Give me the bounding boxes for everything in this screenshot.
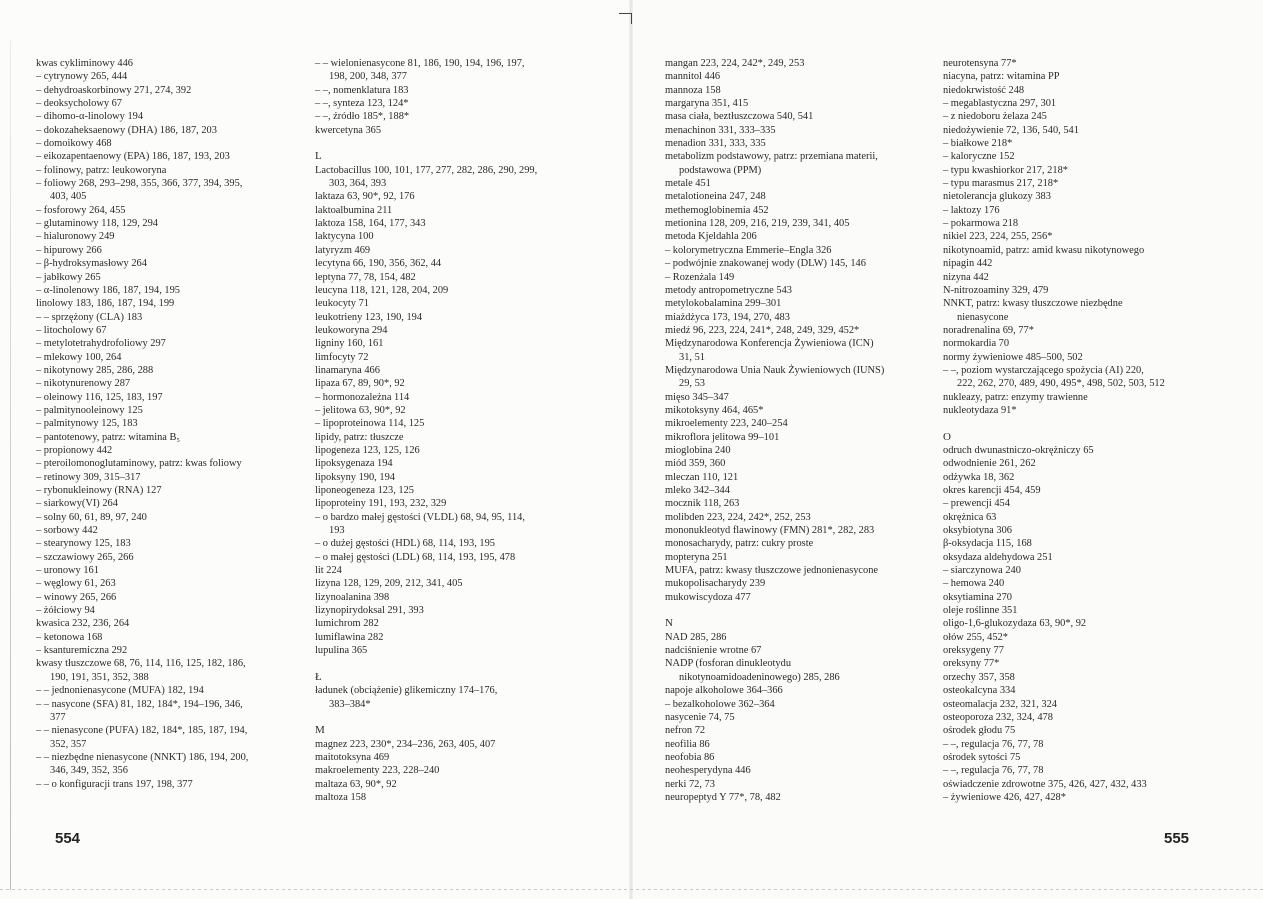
index-entry: – –, regulacja 76, 77, 78 (943, 738, 1044, 750)
index-entry: linamaryna 466 (315, 364, 380, 376)
index-entry: mukowiscydoza 477 (665, 591, 751, 603)
index-letter-heading: Ł (315, 670, 322, 683)
index-entry: – dehydroaskorbinowy 271, 274, 392 (36, 84, 192, 96)
index-entry: – jabłkowy 265 (36, 271, 101, 283)
index-entry: linolowy 183, 186, 187, 194, 199 (36, 298, 175, 310)
index-entry: metylokobalamina 299–301 (665, 298, 782, 310)
index-entry: neofobia 86 (665, 751, 715, 763)
index-entry: – podwójnie znakowanej wody (DLW) 145, 146 (665, 258, 866, 270)
index-entry: latyryzm 469 (315, 244, 371, 256)
index-entry: ładunek (obciążenie) glikemiczny 174–176, (315, 685, 498, 697)
index-entry: – – jednonienasycone (MUFA) 182, 194 (36, 685, 204, 697)
index-entry: – węglowy 61, 263 (36, 578, 116, 590)
index-entry: – – sprzężony (CLA) 183 (36, 311, 143, 323)
index-entry: – domoikowy 468 (36, 138, 112, 150)
index-entry: – palmitynowy 125, 183 (36, 418, 138, 430)
index-entry: mleczan 110, 121 (665, 471, 739, 483)
index-entry: – – niezbędne nienasycone (NNKT) 186, 194, 200, (36, 751, 249, 763)
index-entry: – z niedoboru żelaza 245 (943, 111, 1047, 123)
index-entry: miód 359, 360 (665, 458, 726, 470)
index-spacer (315, 711, 605, 724)
index-entry: – uronowy 161 (36, 565, 99, 577)
index-entry: neofilia 86 (665, 738, 710, 750)
index-entry: nadciśnienie wrotne 67 (665, 645, 762, 657)
index-entry: – siarkowy(VI) 264 (36, 498, 118, 510)
index-entry: NNKT, patrz: kwasy tłuszczowe niezbędne (943, 298, 1123, 310)
index-entry: niedokrwistość 248 (943, 84, 1025, 96)
index-entry: Międzynarodowa Konferencja Żywieniowa (ICN) (665, 338, 874, 350)
index-entry: – o dużej gęstości (HDL) 68, 114, 193, 195 (315, 538, 495, 550)
index-entry: – folinowy, patrz: leukoworyna (36, 164, 167, 176)
index-entry: – – o konfiguracji trans 197, 198, 377 (36, 778, 193, 790)
index-entry: lupulina 365 (315, 645, 368, 657)
index-entry: odwodnienie 261, 262 (943, 458, 1036, 470)
index-entry: mleko 342–344 (665, 485, 730, 496)
index-entry: mioglobina 240 (665, 444, 731, 456)
index-entry-continuation: 29, 53 (679, 378, 705, 390)
index-entry-continuation: nikotynoamidoadeninowego) 285, 286 (679, 671, 840, 683)
index-spacer (315, 137, 605, 150)
index-entry: menachinon 331, 333–335 (665, 124, 776, 136)
index-entry: odruch dwunastniczo-okrężniczy 65 (943, 444, 1094, 456)
index-entry: mopteryna 251 (665, 551, 728, 563)
index-entry: mangan 223, 224, 242*, 249, 253 (665, 58, 805, 69)
index-entry: metalotioneina 247, 248 (665, 191, 766, 203)
index-entry: – oleinowy 116, 125, 183, 197 (36, 391, 163, 403)
index-entry: Lactobacillus 100, 101, 177, 277, 282, 286, 290, 299, (315, 164, 538, 176)
index-entry: miedź 96, 223, 224, 241*, 248, 249, 329, 452* (665, 324, 860, 336)
index-entry: – kaloryczne 152 (943, 151, 1015, 163)
index-entry: – lipoproteinowa 114, 125 (315, 418, 425, 430)
index-entry: lipidy, patrz: tłuszcze (315, 431, 404, 443)
index-entry: laktoalbumina 211 (315, 204, 393, 216)
index-entry: napoje alkoholowe 364–366 (665, 685, 783, 697)
index-entry: kwas cykliminowy 446 (36, 58, 133, 69)
index-entry-continuation: 190, 191, 351, 352, 388 (50, 671, 149, 683)
index-entry: nizyna 442 (943, 271, 989, 283)
index-entry: laktaza 63, 90*, 92, 176 (315, 191, 415, 203)
index-entry: – –, synteza 123, 124* (315, 98, 409, 110)
index-entry: laktycyna 100 (315, 231, 374, 243)
index-entry: – typu marasmus 217, 218* (943, 178, 1059, 190)
index-entry: mięso 345–347 (665, 391, 729, 403)
index-column-4 (943, 57, 1233, 804)
index-entry: liponeogeneza 123, 125 (315, 485, 414, 496)
index-entry-continuation: nienasycone (957, 311, 1009, 323)
index-entry: maltaza 63, 90*, 92 (315, 778, 397, 790)
index-entry: – retinowy 309, 315–317 (36, 471, 141, 483)
index-entry: mannitol 446 (665, 71, 721, 83)
index-entry: kwercetyna 365 (315, 124, 382, 136)
index-entry: lit 224 (315, 565, 342, 577)
index-entry: – nikotynowy 285, 286, 288 (36, 364, 154, 376)
index-entry: neurotensyna 77* (943, 58, 1017, 69)
index-entry: okrężnica 63 (943, 511, 997, 523)
index-entry: – hialuronowy 249 (36, 231, 115, 243)
index-letter-heading: N (665, 617, 673, 630)
index-entry: – α-linolenowy 186, 187, 194, 195 (36, 284, 180, 296)
index-entry: – winowy 265, 266 (36, 591, 117, 603)
index-entry: orzechy 357, 358 (943, 671, 1015, 683)
index-entry: maltoza 158 (315, 791, 367, 803)
index-entry: lumichrom 282 (315, 618, 379, 630)
index-entry: metabolizm podstawowy, patrz: przemiana materii, (665, 151, 878, 163)
index-entry: magnez 223, 230*, 234–236, 263, 405, 407 (315, 738, 496, 750)
index-entry: nikotynoamid, patrz: amid kwasu nikotynowego (943, 244, 1145, 256)
index-entry: mikroelementy 223, 240–254 (665, 418, 788, 430)
index-entry: – nikotynurenowy 287 (36, 378, 131, 390)
index-entry: – dihomo-α-linolowy 194 (36, 111, 144, 123)
scan-bottom-edge (0, 889, 1263, 890)
index-entry: lizyna 128, 129, 209, 212, 341, 405 (315, 578, 463, 590)
index-entry: – typu kwashiorkor 217, 218* (943, 164, 1068, 176)
index-entry: – o małej gęstości (LDL) 68, 114, 193, 195, 478 (315, 551, 516, 563)
index-entry: leukoworyna 294 (315, 324, 388, 336)
index-entry: oligo-1,6-glukozydaza 63, 90*, 92 (943, 618, 1087, 630)
index-entry: – ketonowa 168 (36, 631, 103, 643)
index-entry: – –, źródło 185*, 188* (315, 111, 410, 123)
index-spacer (665, 604, 955, 617)
index-entry: maitotoksyna 469 (315, 751, 390, 763)
index-entry: ośrodek głodu 75 (943, 725, 1016, 737)
index-entry: mikotoksyny 464, 465* (665, 404, 764, 416)
index-entry: makroelementy 223, 228–240 (315, 765, 440, 777)
index-entry: – hormonozależna 114 (315, 391, 410, 403)
index-entry: – stearynowy 125, 183 (36, 538, 131, 550)
index-entry-continuation: 346, 349, 352, 356 (50, 765, 128, 777)
index-entry: – – nienasycone (PUFA) 182, 184*, 185, 187, 194, (36, 725, 248, 737)
index-entry: oksytiamina 270 (943, 591, 1012, 603)
index-entry: oreksygeny 77 (943, 645, 1004, 657)
index-entry: – β-hydroksymasłowy 264 (36, 258, 147, 270)
index-entry: – hipurowy 266 (36, 244, 102, 256)
index-entry: – – wielonienasycone 81, 186, 190, 194, 196, 197, (315, 58, 525, 69)
index-entry: – prewencji 454 (943, 498, 1010, 510)
index-entry: – białkowe 218* (943, 138, 1013, 150)
index-entry: metionina 128, 209, 216, 219, 239, 341, 405 (665, 218, 850, 230)
index-entry: NADP (fosforan dinukleotydu (665, 658, 792, 670)
index-entry: lecytyna 66, 190, 356, 362, 44 (315, 258, 442, 270)
index-entry: laktoza 158, 164, 177, 343 (315, 218, 426, 230)
index-entry: – foliowy 268, 293–298, 355, 366, 377, 394, 395, (36, 178, 243, 190)
index-entry: nerki 72, 73 (665, 778, 715, 790)
index-entry: oksybiotyna 306 (943, 525, 1012, 537)
index-spacer (315, 657, 605, 670)
index-entry: leptyna 77, 78, 154, 482 (315, 271, 416, 283)
index-entry: osteokalcyna 334 (943, 685, 1016, 697)
index-entry: normokardia 70 (943, 338, 1010, 350)
index-column-1 (36, 57, 326, 791)
index-entry: – siarczynowa 240 (943, 565, 1021, 577)
index-entry: menadion 331, 333, 335 (665, 138, 766, 150)
index-entry: nipagin 442 (943, 258, 993, 270)
index-entry: – – nasycone (SFA) 81, 182, 184*, 194–196, 346, (36, 698, 243, 710)
index-entry: β-oksydacja 115, 168 (943, 538, 1032, 550)
index-entry: lipoksyny 190, 194 (315, 471, 395, 483)
index-column-2 (315, 57, 605, 804)
index-entry: kwasy tłuszczowe 68, 76, 114, 116, 125, 182, 186, (36, 658, 246, 670)
page-number-right: 555 (1164, 830, 1190, 847)
index-entry: N-nitrozoaminy 329, 479 (943, 284, 1049, 296)
index-entry: nietolerancja glukozy 383 (943, 191, 1051, 203)
index-entry: – glutaminowy 118, 129, 294 (36, 218, 158, 230)
index-entry: limfocyty 72 (315, 351, 369, 363)
index-entry: nukleazy, patrz: enzymy trawienne (943, 391, 1088, 403)
crop-mark (619, 13, 632, 24)
index-entry: niacyna, patrz: witamina PP (943, 71, 1060, 83)
index-entry: – żółciowy 94 (36, 605, 95, 617)
index-entry: lipoproteiny 191, 193, 232, 329 (315, 498, 447, 510)
index-entry: – ksanturemiczna 292 (36, 645, 128, 657)
index-entry: masa ciała, beztłuszczowa 540, 541 (665, 111, 814, 123)
index-entry: – pteroilomonoglutaminowy, patrz: kwas foliowy (36, 458, 242, 470)
index-entry-continuation: 403, 405 (50, 191, 87, 203)
index-entry: – propionowy 442 (36, 444, 113, 456)
index-entry: leucyna 118, 121, 128, 204, 209 (315, 284, 449, 296)
index-entry: – hemowa 240 (943, 578, 1005, 590)
index-entry-continuation: 352, 357 (50, 738, 87, 750)
index-entry: lipogeneza 123, 125, 126 (315, 444, 420, 456)
index-entry: oświadczenie zdrowotne 375, 426, 427, 432, 433 (943, 778, 1147, 790)
index-entry: Międzynarodowa Unia Nauk Żywieniowych (IUNS) (665, 364, 885, 376)
index-entry: lizynoalanina 398 (315, 591, 390, 603)
index-entry-continuation: 303, 364, 393 (329, 178, 387, 190)
index-entry: leukotrieny 123, 190, 194 (315, 311, 423, 323)
index-entry: ołów 255, 452* (943, 631, 1008, 643)
page-edge-shadow (10, 40, 11, 890)
index-entry: neohesperydyna 446 (665, 765, 751, 777)
index-entry: – cytrynowy 265, 444 (36, 71, 128, 83)
index-entry: osteomalacja 232, 321, 324 (943, 698, 1057, 710)
index-entry: – mlekowy 100, 264 (36, 351, 122, 363)
index-column-3 (665, 57, 955, 804)
index-entry: mononukleotyd flawinowy (FMN) 281*, 282, 283 (665, 525, 875, 537)
index-entry: odżywka 18, 362 (943, 471, 1015, 483)
index-entry: oleje roślinne 351 (943, 605, 1018, 617)
index-entry: – –, regulacja 76, 77, 78 (943, 765, 1044, 777)
index-entry: metody antropometryczne 543 (665, 284, 792, 296)
index-entry: metale 451 (665, 178, 711, 190)
index-entry: mocznik 118, 263 (665, 498, 740, 510)
index-entry: nikiel 223, 224, 255, 256* (943, 231, 1053, 243)
index-letter-heading: L (315, 150, 322, 163)
index-entry: MUFA, patrz: kwasy tłuszczowe jednonienasycone (665, 565, 879, 577)
index-entry: – metylotetrahydrofoliowy 297 (36, 338, 166, 350)
index-entry: oksydaza aldehydowa 251 (943, 551, 1053, 563)
index-entry: – bezalkoholowe 362–364 (665, 698, 775, 710)
index-entry: methemoglobinemia 452 (665, 204, 769, 216)
index-entry: – pantotenowy, patrz: witamina B₅ (36, 431, 181, 443)
index-entry: mukopolisacharydy 239 (665, 578, 766, 590)
index-entry: nasycenie 74, 75 (665, 711, 735, 723)
index-entry: – deoksycholowy 67 (36, 98, 123, 110)
index-entry: nefron 72 (665, 725, 706, 737)
index-entry-continuation: 193 (329, 525, 345, 537)
index-entry: normy żywieniowe 485–500, 502 (943, 351, 1083, 363)
index-entry: – żywieniowe 426, 427, 428* (943, 791, 1066, 803)
index-entry: lizynopirydoksal 291, 393 (315, 605, 424, 617)
index-entry: niedożywienie 72, 136, 540, 541 (943, 124, 1079, 136)
index-entry: kwasica 232, 236, 264 (36, 618, 130, 630)
index-entry-continuation: 198, 200, 348, 377 (329, 71, 407, 83)
index-entry: – solny 60, 61, 89, 97, 240 (36, 511, 147, 523)
book-gutter (629, 0, 633, 899)
index-entry: monosacharydy, patrz: cukry proste (665, 538, 814, 550)
index-entry: – jelitowa 63, 90*, 92 (315, 404, 406, 416)
index-entry: – dokozaheksaenowy (DHA) 186, 187, 203 (36, 124, 217, 136)
index-entry: noradrenalina 69, 77* (943, 324, 1034, 336)
index-entry: margaryna 351, 415 (665, 98, 749, 110)
index-letter-heading: M (315, 724, 325, 737)
index-entry: nukleotydaza 91* (943, 404, 1017, 416)
index-entry: – kolorymetryczna Emmerie–Engla 326 (665, 244, 832, 256)
index-entry: – –, poziom wystarczającego spożycia (AI) 220, (943, 364, 1144, 376)
index-entry: NAD 285, 286 (665, 631, 727, 643)
page-number-left: 554 (55, 830, 81, 847)
index-entry: – rybonukleinowy (RNA) 127 (36, 485, 162, 496)
index-entry: – litocholowy 67 (36, 324, 107, 336)
index-entry: okres karencji 454, 459 (943, 485, 1041, 496)
index-entry: ligniny 160, 161 (315, 338, 384, 350)
index-entry: mannoza 158 (665, 84, 721, 96)
index-entry: – palmitynooleinowy 125 (36, 404, 143, 416)
index-entry: molibden 223, 224, 242*, 252, 253 (665, 511, 811, 523)
index-entry: lumiflawina 282 (315, 631, 384, 643)
index-entry: miażdżyca 173, 194, 270, 483 (665, 311, 790, 323)
index-entry: – fosforowy 264, 455 (36, 204, 126, 216)
index-spacer (943, 417, 1233, 430)
index-entry-continuation: 377 (50, 711, 66, 723)
index-entry: oreksyny 77* (943, 658, 1000, 670)
index-entry: mikroflora jelitowa 99–101 (665, 431, 780, 443)
index-entry: – pokarmowa 218 (943, 218, 1019, 230)
index-entry: ośrodek sytości 75 (943, 751, 1021, 763)
index-entry: – laktozy 176 (943, 204, 1000, 216)
index-entry: – megablastyczna 297, 301 (943, 98, 1057, 110)
index-entry: – o bardzo małej gęstości (VLDL) 68, 94, 95, 114, (315, 511, 525, 523)
index-entry-continuation: 383–384* (329, 698, 371, 710)
index-entry-continuation: 31, 51 (679, 351, 705, 363)
index-letter-heading: O (943, 430, 951, 443)
index-entry: – szczawiowy 265, 266 (36, 551, 134, 563)
index-entry: neuropeptyd Y 77*, 78, 482 (665, 791, 781, 803)
index-entry: – sorbowy 442 (36, 525, 98, 537)
index-entry: lipoksygenaza 194 (315, 458, 393, 470)
index-entry: metoda Kjeldahla 206 (665, 231, 757, 243)
index-entry: leukocyty 71 (315, 298, 369, 310)
index-entry-continuation: podstawowa (PPM) (679, 164, 762, 176)
index-entry: – Rozenżala 149 (665, 271, 735, 283)
index-entry: lipaza 67, 89, 90*, 92 (315, 378, 405, 390)
index-entry: osteoporoza 232, 324, 478 (943, 711, 1053, 723)
index-entry: – eikozapentaenowy (EPA) 186, 187, 193, 203 (36, 151, 230, 163)
index-entry-continuation: 222, 262, 270, 489, 490, 495*, 498, 502, 503, 512 (957, 378, 1165, 390)
index-entry: – –, nomenklatura 183 (315, 84, 409, 96)
